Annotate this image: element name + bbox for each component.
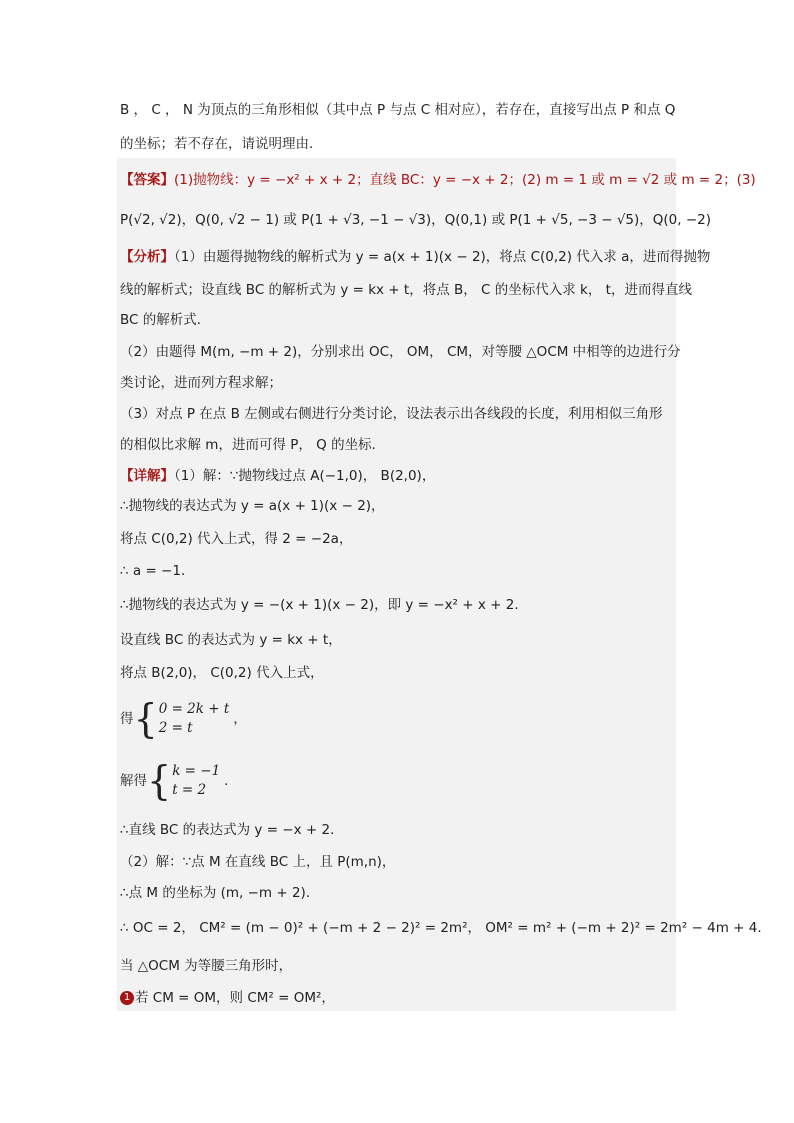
detail-line-2 [120,496,385,516]
detail-line-9 [120,852,395,872]
system-1-row-2: 2 = t [158,720,193,736]
detail-text-2: ∴抛物线的表达式为 y = a(x + 1)(x − 2)， [120,498,385,514]
left-brace-icon: { [133,695,158,743]
equation-system-1 [120,695,247,743]
system-1-suffix: ， [233,711,247,727]
detail-line-7 [120,663,324,683]
detail-text-6: 设直线 BC 的表达式为 y = kx + t， [120,632,342,648]
analysis-line-4 [120,342,681,362]
detail-text-9: （2）解：∵点 M 在直线 BC 上，且 P(m,n)， [120,854,396,870]
answer-label: 【答案】 [120,172,174,188]
detail-line-13 [120,988,335,1008]
analysis-text-1a: （1）由题得抛物线的解析式为 y = a(x + 1)(x − 2)，将点 C(0,2) 代入求 a，进而得抛物 [174,249,711,265]
analysis-text-2a: （2）由题得 M(m, −m + 2)，分别求出 OC， OM， CM，对等腰 △OCM 中相等的边进行分 [120,344,681,360]
detail-line-6 [120,630,342,650]
system-2-prefix: 解得 [120,773,147,789]
question-line-1 [120,100,675,120]
answer-line-2 [120,210,711,230]
detail-text-12: 当 △OCM 为等腰三角形时， [120,958,293,974]
detail-text-13: 若 CM = OM，则 CM² = OM²， [135,990,335,1006]
system-2-row-2: t = 2 [172,782,207,798]
detail-line-5 [120,595,528,615]
analysis-text-3a: （3）对点 P 在点 B 左侧或右侧进行分类讨论，设法表示出各线段的长度，利用相似三角形 [120,406,663,422]
analysis-text-1c: BC 的解析式． [120,312,211,328]
detail-text-10: ∴点 M 的坐标为 (m, −m + 2)． [120,885,320,901]
answer-text-1: (1)抛物线：y = −x² + x + 2；直线 BC：y = −x + 2；(2) m = 1 或 m = √2 或 m = 2；(3) [174,172,756,188]
analysis-text-1b: 线的解析式；设直线 BC 的解析式为 y = kx + t，将点 B， C 的坐标代入求 k， t，进而得直线 [120,282,692,298]
analysis-line-6 [120,404,663,424]
detail-line-8 [120,820,344,840]
detail-text-5: ∴抛物线的表达式为 y = −(x + 1)(x − 2)，即 y = −x² + x + 2． [120,597,528,613]
detail-line-12 [120,956,292,976]
analysis-line-7 [120,435,385,455]
detail-line-3 [120,529,352,549]
system-1-row-1: 0 = 2k + t [158,701,230,717]
detail-text-3: 将点 C(0,2) 代入上式，得 2 = −2a， [120,531,353,547]
analysis-line-3 [120,310,210,330]
answer-text-2: P(√2, √2)，Q(0, √2 − 1) 或 P(1 + √3, −1 − √3)，Q(0,1) 或 P(1 + √5, −3 − √5)，Q(0, −2) [120,212,712,228]
detail-label: 【详解】 [120,468,174,484]
analysis-text-3b: 的相似比求解 m，进而可得 P， Q 的坐标． [120,437,386,453]
system-1-prefix: 得 [120,711,134,727]
system-2-row-1: k = −1 [172,763,221,779]
detail-text-7: 将点 B(2,0)， C(0,2) 代入上式， [120,665,324,681]
question-line-2 [120,134,323,154]
answer-line-1 [120,170,756,190]
system-2-suffix: ． [224,773,238,789]
detail-line-10 [120,883,319,903]
detail-text-1: （1）解：∵抛物线过点 A(−1,0)， B(2,0)， [174,468,436,484]
detail-text-8: ∴直线 BC 的表达式为 y = −x + 2． [120,822,344,838]
left-brace-icon: { [147,757,172,805]
analysis-line-2 [120,280,692,300]
question-text-1: B ， C ， N 为顶点的三角形相似（其中点 P 与点 C 相对应），若存在，直接写出点 P 和点 Q [120,102,676,118]
question-text-2: 的坐标；若不存在，请说明理由． [120,136,323,152]
case-number-badge: 1 [120,991,134,1005]
analysis-line-5 [120,373,282,393]
analysis-text-2b: 类讨论，进而列方程求解； [120,375,282,391]
detail-text-4: ∴ a = −1． [120,563,195,579]
analysis-label: 【分析】 [120,249,174,265]
detail-line-11 [120,918,771,938]
detail-line-4 [120,561,194,581]
equation-system-2 [120,757,238,805]
analysis-line-1 [120,247,710,267]
detail-text-11: ∴ OC = 2， CM² = (m − 0)² + (−m + 2 − 2)² = 2m²， OM² = m² + (−m + 2)² = 2m² − 4m + 4． [120,920,771,936]
detail-line-1 [120,466,435,486]
